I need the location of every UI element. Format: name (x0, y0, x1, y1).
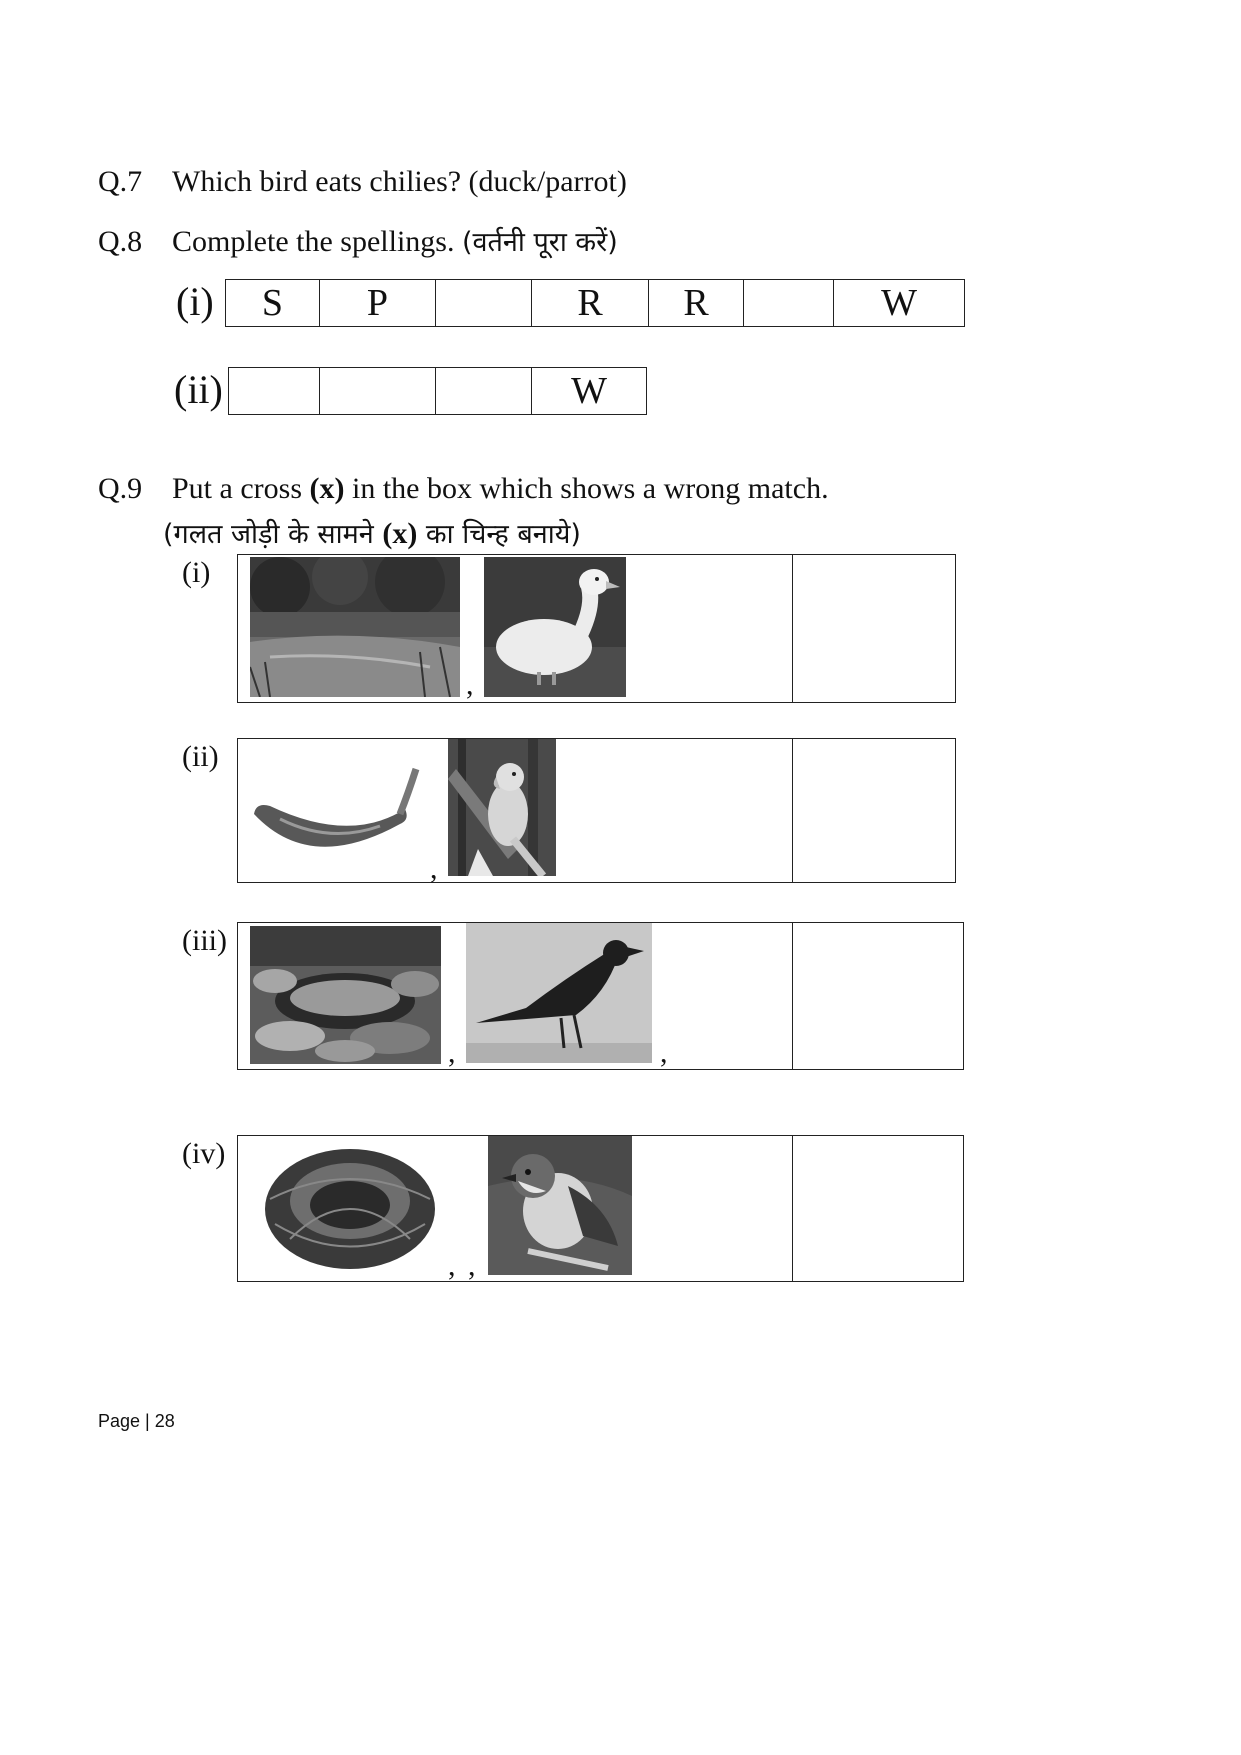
cross-mark: (x) (309, 472, 345, 505)
parrot-image (448, 739, 556, 876)
match-label-iv: (iv) (182, 1137, 226, 1170)
spelling-grid-i (225, 279, 965, 327)
duck-image (484, 557, 626, 697)
spelling-label-i: (i) (176, 279, 214, 324)
comma-separator: , (466, 668, 474, 701)
crow-image (466, 923, 652, 1063)
letter-cell[interactable]: W (881, 282, 917, 324)
nest-image (250, 1139, 446, 1275)
question-8 (98, 222, 618, 259)
match-row-iii (237, 922, 964, 1070)
cross-mark: (x) (382, 517, 418, 550)
page-footer: Page | 28 (98, 1411, 175, 1431)
match-row-ii (237, 738, 956, 883)
letter-cell[interactable]: R (649, 280, 744, 326)
spelling-grid-ii (228, 367, 647, 415)
letter-cell[interactable]: W (571, 370, 607, 412)
match-row-i (237, 554, 956, 703)
question-text: Complete the spellings. (172, 225, 455, 258)
sparrow-image (488, 1136, 632, 1275)
chili-image (250, 764, 422, 876)
question-text-part: Put a cross (172, 472, 310, 505)
letter-cell[interactable] (436, 280, 532, 326)
question-9 (98, 472, 829, 506)
letter-cell[interactable] (320, 368, 436, 414)
letter-cell[interactable] (229, 368, 320, 414)
spelling-label-ii: (ii) (174, 367, 223, 412)
answer-box-iv[interactable] (793, 1136, 963, 1281)
comma-separator: , (448, 1249, 456, 1282)
question-number: Q.9 (98, 472, 143, 505)
question-7 (98, 165, 627, 199)
letter-cell[interactable]: P (320, 280, 436, 326)
match-label-ii: (ii) (182, 740, 219, 773)
question-9-hindi (163, 514, 581, 551)
letter-cell[interactable] (436, 368, 532, 414)
question-hindi: (वर्तनी पूरा करें) (461, 227, 618, 258)
comma-separator: , (448, 1036, 456, 1069)
pond-image (250, 557, 460, 697)
letter-cell[interactable] (744, 280, 834, 326)
answer-box-ii[interactable] (793, 739, 955, 882)
match-label-i: (i) (182, 556, 211, 589)
comma-separator: , (430, 852, 438, 885)
question-text-part: in the box which shows a wrong match. (344, 472, 829, 505)
question-number: Q.7 (98, 165, 143, 198)
match-row-iv (237, 1135, 964, 1282)
letter-cell[interactable]: S (226, 280, 320, 326)
hindi-text-part: (गलत जोड़ी के सामने (163, 519, 383, 550)
comma-separator: , (468, 1249, 476, 1282)
answer-box-i[interactable] (793, 555, 955, 702)
answer-box-iii[interactable] (793, 923, 963, 1069)
letter-cell[interactable]: R (532, 280, 649, 326)
comma-separator: , (660, 1036, 668, 1069)
question-number: Q.8 (98, 225, 143, 258)
question-text: Which bird eats chilies? (duck/parrot) (172, 165, 627, 198)
hindi-text-part: का चिन्ह बनाये) (417, 519, 581, 550)
pond-rocks-image (250, 926, 441, 1064)
match-label-iii: (iii) (182, 924, 227, 957)
